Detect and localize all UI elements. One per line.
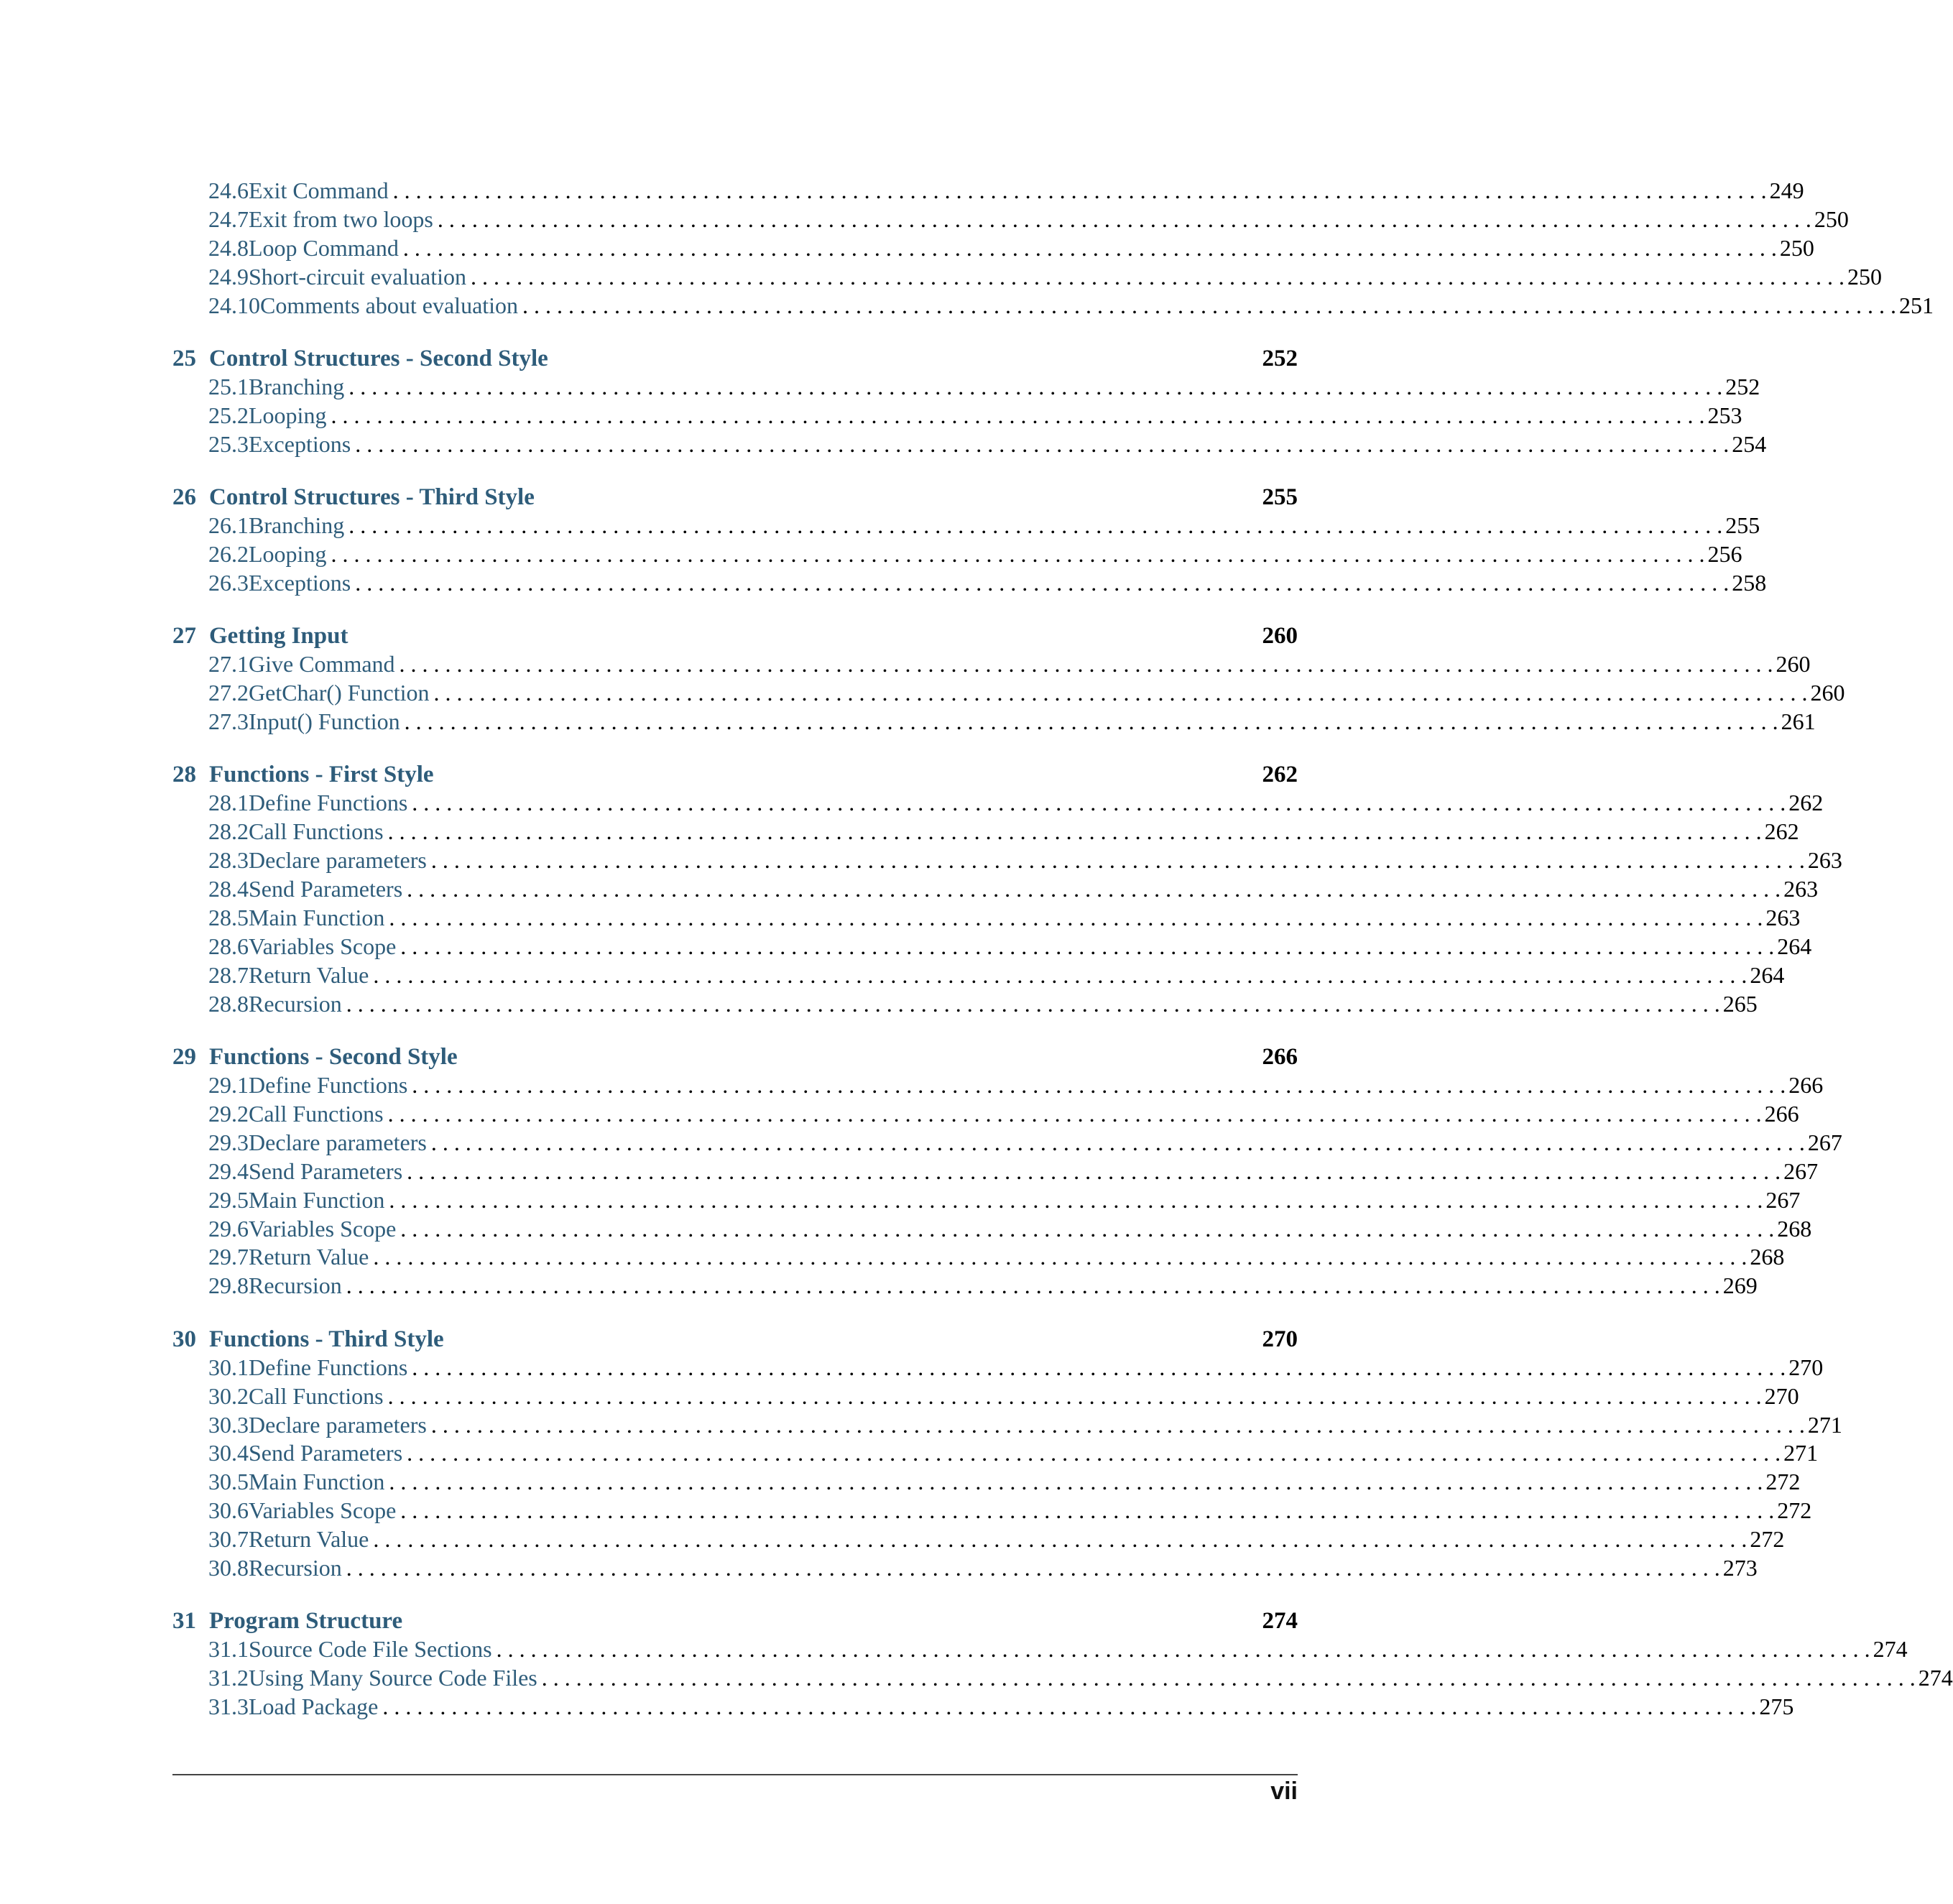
section-title-link[interactable]: Main Function: [249, 1186, 389, 1215]
dot-leader: . . . . . . . . . . . . . . . . . . . . . . . . . . . . . . . . . . . . . . . . . . . . . . . . . . . . . . . . . . . . . . . . . . . . . . . . . . . . . . . . . . . . . . . . . . . . . . . . . . . . . . . . . . . . . . . . . . . . . . . .: [389, 1186, 1763, 1213]
dot-leader: . . . . . . . . . . . . . . . . . . . . . . . . . . . . . . . . . . . . . . . . . . . . . . . . . . . . . . . . . . . . . . . . . . . . . . . . . . . . . . . . . . . . . . . . . . . . . . . . . . . . . . . . . . . . . . . . . . . . . . . .: [355, 430, 1730, 457]
page-reference: 262: [1762, 818, 1799, 846]
section-title-link[interactable]: Using Many Source Code Files: [249, 1664, 542, 1693]
toc-section-entry[interactable]: [172, 292, 1934, 320]
section-number[interactable]: 29.5: [208, 1186, 249, 1213]
toc-section-entry[interactable]: [172, 263, 1883, 292]
section-number[interactable]: 30.4: [208, 1440, 249, 1466]
section-number[interactable]: 31.1: [208, 1636, 249, 1663]
page-reference: 264: [1774, 933, 1811, 961]
dot-leader: . . . . . . . . . . . . . . . . . . . . . . . . . . . . . . . . . . . . . . . . . . . . . . . . . . . . . . . . . . . . . . . . . . . . . . . . . . . . . . . . . . . . . . . . . . . . . . . . . . . . . . . . . . . . . . . . . . . . . . . .: [402, 234, 1777, 261]
toc-chapter-entry[interactable]: [172, 483, 1298, 512]
page-reference: 263: [1805, 846, 1842, 875]
section-title-link[interactable]: Return Value: [249, 961, 373, 990]
chapter-title-link[interactable]: Control Structures - Second Style: [209, 344, 553, 373]
chapter-number[interactable]: 27: [172, 623, 196, 650]
dot-leader: . . . . . . . . . . . . . . . . . . . . . . . . . . . . . . . . . . . . . . . . . . . . . . . . . . . . . . . . . . . . . . . . . . . . . . . . . . . . . . . . . . . . . . . . . . . . . . . . . . . . . . . . . . . . . . . . . . . . . . . .: [346, 1272, 1720, 1299]
section-title-link[interactable]: Main Function: [249, 904, 389, 933]
dot-leader: . . . . . . . . . . . . . . . . . . . . . . . . . . . . . . . . . . . . . . . . . . . . . . . . . . . . . . . . . . . . . . . . . . . . . . . . . . . . . . . . . . . . . . . . . . . . . . . . . . . . . . . . . . . . . . . . . . . . . . . .: [348, 512, 1723, 539]
section-number[interactable]: 29.3: [208, 1129, 249, 1155]
chapter-number[interactable]: 26: [172, 484, 196, 511]
toc-section-entry[interactable]: [172, 1071, 1824, 1100]
page-reference: 266: [1762, 1100, 1799, 1129]
page-reference: 252: [1722, 373, 1760, 402]
dot-leader: . . . . . . . . . . . . . . . . . . . . . . . . . . . . . . . . . . . . . . . . . . . . . . . . . . . . . . . . . . . . . . . . . . . . . . . . . . . . . . . . . . . . . . . . . . . . . . . . . . . . . . . . . . . . . . . . . . . . . . . .: [387, 818, 1762, 845]
section-number[interactable]: 29.7: [208, 1244, 249, 1270]
dot-leader: . . . . . . . . . . . . . . . . . . . . . . . . . . . . . . . . . . . . . . . . . . . . . . . . . . . . . . . . . . . . . . . . . . . . . . . . . . . . . . . . . . . . . . . . . . . . . . . . . . . . . . . . . . . . . . . . . . . . . . . .: [400, 1497, 1775, 1524]
section-title-link[interactable]: Comments about evaluation: [260, 292, 522, 320]
toc-section-entry[interactable]: [172, 373, 1760, 402]
dot-leader: . . . . . . . . . . . . . . . . . . . . . . . . . . . . . . . . . . . . . . . . . . . . . . . . . . . . . . . . . . . . . . . . . . . . . . . . . . . . . . . . . . . . . . . . . . . . . . . . . . . . . . . . . . . . . . . . . . . . . . . .: [389, 1469, 1763, 1495]
dot-leader: . . . . . . . . . . . . . . . . . . . . . . . . . . . . . . . . . . . . . . . . . . . . . . . . . . . . . . . . . . . . . . . . . . . . . . . . . . . . . . . . . . . . . . . . . . . . . . . . . . . . . . . . . . . . . . . . . . . . . . . .: [496, 1636, 1870, 1663]
toc-section-entry[interactable]: [172, 1554, 1758, 1583]
dot-leader: . . . . . . . . . . . . . . . . . . . . . . . . . . . . . . . . . . . . . . . . . . . . . . . . . . . . . . . . . . . . . . . . . . . . . . . . . . . . . . . . . . . . . . . . . . . . . . . . . . . . . . . . . . . . . . . . . . . . . . . .: [373, 1244, 1747, 1270]
toc-section-entry[interactable]: [172, 990, 1758, 1019]
dot-leader: . . . . . . . . . . . . . . . . . . . . . . . . . . . . . . . . . . . . . . . . . . . . . . . . . . . . . . . . . . . . . . . . . . . . . . . . . . . . . . . . . . . . . . . . . . . . . . . . . . . . . . . . . . . . . . . . . . . . . . . .: [400, 1215, 1775, 1242]
toc-section-entry[interactable]: [172, 177, 1804, 205]
page-reference: 273: [1720, 1554, 1758, 1583]
section-number[interactable]: 28.3: [208, 847, 249, 874]
toc-section-entry[interactable]: [172, 1382, 1799, 1411]
toc-section-entry[interactable]: [172, 1693, 1794, 1722]
page-reference: 272: [1774, 1497, 1811, 1525]
page-reference: 262: [1255, 760, 1298, 789]
section-title-link[interactable]: Recursion: [249, 1554, 346, 1583]
chapter-title-link[interactable]: Functions - Second Style: [209, 1043, 462, 1071]
section-title-link[interactable]: Loop Command: [249, 234, 403, 263]
section-number[interactable]: 30.3: [208, 1411, 249, 1438]
page-reference: 270: [1762, 1382, 1799, 1411]
toc-section-entry[interactable]: [172, 904, 1801, 933]
toc-section-entry[interactable]: [172, 1100, 1799, 1129]
section-number[interactable]: 28.6: [208, 933, 249, 959]
page-reference: 266: [1255, 1043, 1298, 1071]
section-number[interactable]: 24.6: [208, 177, 249, 203]
section-title-link[interactable]: Variables Scope: [249, 1497, 400, 1525]
section-number[interactable]: 29.1: [208, 1072, 249, 1099]
chapter-title-link[interactable]: Getting Input: [209, 621, 352, 650]
toc-section-entry[interactable]: [172, 1664, 1953, 1693]
toc-section-entry[interactable]: [172, 1129, 1842, 1157]
section-number[interactable]: 27.3: [208, 708, 249, 735]
page-reference: 274: [1255, 1607, 1298, 1635]
section-title-link[interactable]: Load Package: [249, 1693, 382, 1722]
section-number[interactable]: 24.9: [208, 263, 249, 290]
section-title-link[interactable]: Input() Function: [249, 708, 405, 736]
section-number[interactable]: 31.2: [208, 1665, 249, 1691]
section-number[interactable]: 26.1: [208, 512, 249, 539]
toc-section-entry[interactable]: [172, 846, 1842, 875]
section-title-link[interactable]: Call Functions: [249, 1382, 388, 1411]
toc-section-entry[interactable]: [172, 875, 1819, 904]
toc-section-entry[interactable]: [172, 402, 1742, 430]
dot-leader: . . . . . . . . . . . . . . . . . . . . . . . . . . . . . . . . . . . . . . . . . . . . . . . . . . . . . . . . . . . . . . . . . . . . . . . . . . . . . . . . . . . . . . . . . . . . . . . . . . . . . . . . . . . . . . . . . . . . . . . .: [346, 1554, 1720, 1581]
dot-leader: . . . . . . . . . . . . . . . . . . . . . . . . . . . . . . . . . . . . . . . . . . . . . . . . . . . . . . . . . . . . . . . . . . . . . . . . . . . . . . . . . . . . . . . . . . . . . . . . . . . . . . . . . . . . . . . . . . . . . . . .: [331, 541, 1705, 568]
dot-leader: . . . . . . . . . . . . . . . . . . . . . . . . . . . . . . . . . . . . . . . . . . . . . . . . . . . . . . . . . . . . . . . . . . . . . . . . . . . . . . . . . . . . . . . . . . . . . . . . . . . . . . . . . . . . . . . . . . . . . . . .: [404, 708, 1778, 735]
toc-section-entry[interactable]: [172, 789, 1824, 818]
toc-section-entry[interactable]: [172, 1525, 1785, 1554]
section-title-link[interactable]: Branching: [249, 512, 348, 540]
dot-leader: . . . . . . . . . . . . . . . . . . . . . . . . . . . . . . . . . . . . . . . . . . . . . . . . . . . . . . . . . . . . . . . . . . . . . . . . . . . . . . . . . . . . . . . . . . . . . . . . . . . . . . . . . . . . . . . . . . . . . . . .: [373, 1526, 1747, 1553]
section-number[interactable]: 28.4: [208, 876, 249, 902]
chapter-number[interactable]: 31: [172, 1608, 196, 1635]
section-title-link[interactable]: Call Functions: [249, 818, 388, 846]
section-number[interactable]: 28.5: [208, 905, 249, 931]
toc-chapter-entry[interactable]: [172, 1607, 1298, 1635]
dot-leader: . . . . . . . . . . . . . . . . . . . . . . . . . . . . . . . . . . . . . . . . . . . . . . . . . . . . . . . . . . . . . . . . . . . . . . . . . . . . . . . . . . . . . . . . . . . . . . . . . . . . . . . . . . . . . . . . . . . . . . . .: [433, 680, 1808, 706]
page-reference: 268: [1747, 1243, 1784, 1272]
toc-section-entry[interactable]: [172, 512, 1760, 540]
section-number[interactable]: 28.2: [208, 818, 249, 845]
page-reference: 267: [1805, 1129, 1842, 1157]
page-reference: 250: [1777, 234, 1814, 263]
section-title-link[interactable]: Declare parameters: [249, 1129, 431, 1157]
section-number[interactable]: 24.10: [208, 292, 260, 318]
section-number[interactable]: 28.8: [208, 990, 249, 1017]
dot-leader: . . . . . . . . . . . . . . . . . . . . . . . . . . . . . . . . . . . . . . . . . . . . . . . . . . . . . . . . . . . . . . . . . . . . . . . . . . . . . . . . . . . . . . . . . . . . . . . . . . . . . . . . . . . . . . . . . . . . . . . .: [471, 263, 1845, 290]
toc-section-entry[interactable]: [172, 818, 1799, 846]
toc-chapter-entry[interactable]: [172, 1043, 1298, 1071]
dot-leader: . . . . . . . . . . . . . . . . . . . . . . . . . . . . . . . . . . . . . . . . . . . . . . . . . . . . . . . . . . . . . . . . . . . . . . . . . . . . . . . . . . . . . . . . . . . . . . . . . . . . . . . . . . . . . . . . . . . . . . . .: [412, 790, 1786, 816]
dot-leader: . . . . . . . . . . . . . . . . . . . . . . . . . . . . . . . . . . . . . . . . . . . . . . . . . . . . . . . . . . . . . . . . . . . . . . . . . . . . . . . . . . . . . . . . . . . . . . . . . . . . . . . . . . . . . . . . . . . . . . . .: [407, 1157, 1781, 1184]
page-reference: 269: [1720, 1272, 1758, 1300]
section-title-link[interactable]: Branching: [249, 373, 348, 402]
section-title-link[interactable]: Exit Command: [249, 177, 393, 205]
section-title-link[interactable]: Variables Scope: [249, 1215, 400, 1244]
page-reference: 261: [1778, 708, 1816, 736]
section-title-link[interactable]: Recursion: [249, 990, 346, 1019]
section-number[interactable]: 28.1: [208, 790, 249, 816]
toc-section-entry[interactable]: [172, 1439, 1819, 1468]
section-number[interactable]: 26.3: [208, 569, 249, 596]
dot-leader: . . . . . . . . . . . . . . . . . . . . . . . . . . . . . . . . . . . . . . . . . . . . . . . . . . . . . . . . . . . . . . . . . . . . . . . . . . . . . . . . . . . . . . . . . . . . . . . . . . . . . . . . . . . . . . . . . . . . . . . .: [407, 1440, 1781, 1466]
toc-section-entry[interactable]: [172, 540, 1742, 569]
toc-section-entry[interactable]: [172, 933, 1812, 961]
toc-section-entry[interactable]: [172, 679, 1845, 708]
dot-leader: . . . . . . . . . . . . . . . . . . . . . . . . . . . . . . . . . . . . . . . . . . . . . . . . . . . . . . . . . . . . . . . . . . . . . . . . . . . . . . . . . . . . . . . . . . . . . . . . . . . . . . . . . . . . . . . . . . . . . . . .: [373, 961, 1747, 988]
section-title-link[interactable]: Send Parameters: [249, 1439, 407, 1468]
section-number[interactable]: 30.7: [208, 1526, 249, 1553]
section-title-link[interactable]: Give Command: [249, 650, 400, 679]
table-of-contents: [172, 177, 1953, 1722]
toc-section-entry[interactable]: [172, 1468, 1801, 1497]
section-title-link[interactable]: Send Parameters: [249, 875, 407, 904]
toc-section-entry[interactable]: [172, 569, 1767, 598]
dot-leader: . . . . . . . . . . . . . . . . . . . . . . . . . . . . . . . . . . . . . . . . . . . . . . . . . . . . . . . . . . . . . . . . . . . . . . . . . . . . . . . . . . . . . . . . . . . . . . . . . . . . . . . . . . . . . . . . . . . . . . . .: [348, 373, 1723, 399]
section-number[interactable]: 29.4: [208, 1157, 249, 1184]
dot-leader: . . . . . . . . . . . . . . . . . . . . . . . . . . . . . . . . . . . . . . . . . . . . . . . . . . . . . . . . . . . . . . . . . . . . . . . . . . . . . . . . . . . . . . . . . . . . . . . . . . . . . . . . . . . . . . . . . . . . . . . .: [392, 177, 1767, 203]
dot-leader: . . . . . . . . . . . . . . . . . . . . . . . . . . . . . . . . . . . . . . . . . . . . . . . . . . . . . . . . . . . . . . . . . . . . . . . . . . . . . . . . . . . . . . . . . . . . . . . . . . . . . . . . . . . . . . . . . . . . . . . .: [331, 402, 1705, 428]
section-title-link[interactable]: Main Function: [249, 1468, 389, 1497]
section-title-link[interactable]: Looping: [249, 540, 331, 569]
chapter-title-link[interactable]: Functions - First Style: [209, 760, 438, 789]
dot-leader: . . . . . . . . . . . . . . . . . . . . . . . . . . . . . . . . . . . . . . . . . . . . . . . . . . . . . . . . . . . . . . . . . . . . . . . . . . . . . . . . . . . . . . . . . . . . . . . . . . . . . . . . . . . . . . . . . . . . . . . .: [346, 990, 1720, 1017]
section-title-link[interactable]: Define Functions: [249, 789, 412, 818]
page-reference: 266: [1786, 1071, 1823, 1100]
chapter-number[interactable]: 25: [172, 345, 196, 371]
page-reference: 263: [1763, 904, 1800, 933]
toc-section-entry[interactable]: [172, 1215, 1812, 1244]
section-number[interactable]: 26.2: [208, 541, 249, 568]
toc-section-entry[interactable]: [172, 1243, 1785, 1272]
page-reference: 253: [1704, 402, 1742, 430]
toc-section-entry[interactable]: [172, 205, 1849, 234]
dot-leader: . . . . . . . . . . . . . . . . . . . . . . . . . . . . . . . . . . . . . . . . . . . . . . . . . . . . . . . . . . . . . . . . . . . . . . . . . . . . . . . . . . . . . . . . . . . . . . . . . . . . . . . . . . . . . . . . . . . . . . . .: [412, 1072, 1786, 1099]
toc-chapter-entry[interactable]: [172, 760, 1298, 789]
toc-section-entry[interactable]: [172, 708, 1816, 736]
section-number[interactable]: 29.6: [208, 1215, 249, 1242]
page-reference: 250: [1844, 263, 1882, 292]
page-reference: 272: [1763, 1468, 1800, 1497]
chapter-number[interactable]: 30: [172, 1326, 196, 1352]
toc-chapter-entry[interactable]: [172, 1325, 1298, 1354]
section-title-link[interactable]: Exit from two loops: [249, 205, 438, 234]
page-reference: 256: [1704, 540, 1742, 569]
section-number[interactable]: 31.3: [208, 1693, 249, 1720]
section-title-link[interactable]: Define Functions: [249, 1354, 412, 1382]
toc-section-entry[interactable]: [172, 1272, 1758, 1300]
page-reference: 275: [1756, 1693, 1793, 1722]
toc-chapter-entry[interactable]: [172, 344, 1298, 373]
section-number[interactable]: 25.2: [208, 402, 249, 428]
chapter-title-link[interactable]: Functions - Third Style: [209, 1325, 448, 1354]
section-title-link[interactable]: Short-circuit evaluation: [249, 263, 471, 292]
dot-leader: . . . . . . . . . . . . . . . . . . . . . . . . . . . . . . . . . . . . . . . . . . . . . . . . . . . . . . . . . . . . . . . . . . . . . . . . . . . . . . . . . . . . . . . . . . . . . . . . . . . . . . . . . . . . . . . . . . . . . . . .: [522, 292, 1897, 318]
dot-leader: . . . . . . . . . . . . . . . . . . . . . . . . . . . . . . . . . . . . . . . . . . . . . . . . . . . . . . . . . . . . . . . . . . . . . . . . . . . . . . . . . . . . . . . . . . . . . . . . . . . . . . . . . . . . . . . . . . . . . . . .: [430, 847, 1805, 874]
page-number: vii: [1270, 1778, 1298, 1805]
dot-leader: . . . . . . . . . . . . . . . . . . . . . . . . . . . . . . . . . . . . . . . . . . . . . . . . . . . . . . . . . . . . . . . . . . . . . . . . . . . . . . . . . . . . . . . . . . . . . . . . . . . . . . . . . . . . . . . . . . . . . . . .: [400, 933, 1775, 959]
toc-section-entry[interactable]: [172, 1157, 1819, 1186]
section-number[interactable]: 30.6: [208, 1497, 249, 1524]
dot-leader: . . . . . . . . . . . . . . . . . . . . . . . . . . . . . . . . . . . . . . . . . . . . . . . . . . . . . . . . . . . . . . . . . . . . . . . . . . . . . . . . . . . . . . . . . . . . . . . . . . . . . . . . . . . . . . . . . . . . . . . .: [387, 1382, 1762, 1409]
section-title-link[interactable]: Exceptions: [249, 430, 355, 459]
dot-leader: . . . . . . . . . . . . . . . . . . . . . . . . . . . . . . . . . . . . . . . . . . . . . . . . . . . . . . . . . . . . . . . . . . . . . . . . . . . . . . . . . . . . . . . . . . . . . . . . . . . . . . . . . . . . . . . . . . . . . . . .: [407, 876, 1781, 902]
section-title-link[interactable]: Send Parameters: [249, 1157, 407, 1186]
section-number[interactable]: 25.3: [208, 430, 249, 457]
section-title-link[interactable]: Looping: [249, 402, 331, 430]
page-reference: 274: [1870, 1635, 1908, 1664]
chapter-title-link[interactable]: Control Structures - Third Style: [209, 483, 539, 512]
page-reference: 255: [1722, 512, 1760, 540]
dot-leader: . . . . . . . . . . . . . . . . . . . . . . . . . . . . . . . . . . . . . . . . . . . . . . . . . . . . . . . . . . . . . . . . . . . . . . . . . . . . . . . . . . . . . . . . . . . . . . . . . . . . . . . . . . . . . . . . . . . . . . . .: [430, 1129, 1805, 1155]
page-reference: 254: [1729, 430, 1766, 459]
page-reference: 272: [1747, 1525, 1784, 1554]
page-reference: 260: [1808, 679, 1845, 708]
section-number[interactable]: 27.2: [208, 680, 249, 706]
page-reference: 264: [1747, 961, 1784, 990]
toc-section-entry[interactable]: [172, 1186, 1801, 1215]
toc-section-entry[interactable]: [172, 1635, 1908, 1664]
toc-section-entry[interactable]: [172, 1497, 1812, 1525]
section-number[interactable]: 30.1: [208, 1354, 249, 1380]
toc-section-entry[interactable]: [172, 234, 1814, 263]
page-reference: 267: [1781, 1157, 1818, 1186]
section-number[interactable]: 28.7: [208, 961, 249, 988]
section-title-link[interactable]: GetChar() Function: [249, 679, 434, 708]
toc-section-entry[interactable]: [172, 961, 1785, 990]
section-number[interactable]: 24.7: [208, 205, 249, 232]
section-number[interactable]: 30.2: [208, 1382, 249, 1409]
section-number[interactable]: 24.8: [208, 234, 249, 261]
page-reference: 274: [1916, 1664, 1953, 1693]
section-title-link[interactable]: Return Value: [249, 1243, 373, 1272]
toc-chapter-entry[interactable]: [172, 621, 1298, 650]
dot-leader: . . . . . . . . . . . . . . . . . . . . . . . . . . . . . . . . . . . . . . . . . . . . . . . . . . . . . . . . . . . . . . . . . . . . . . . . . . . . . . . . . . . . . . . . . . . . . . . . . . . . . . . . . . . . . . . . . . . . . . . .: [541, 1665, 1916, 1691]
dot-leader: . . . . . . . . . . . . . . . . . . . . . . . . . . . . . . . . . . . . . . . . . . . . . . . . . . . . . . . . . . . . . . . . . . . . . . . . . . . . . . . . . . . . . . . . . . . . . . . . . . . . . . . . . . . . . . . . . . . . . . . .: [355, 569, 1730, 596]
section-title-link[interactable]: Declare parameters: [249, 1411, 431, 1440]
dot-leader: . . . . . . . . . . . . . . . . . . . . . . . . . . . . . . . . . . . . . . . . . . . . . . . . . . . . . . . . . . . . . . . . . . . . . . . . . . . . . . . . . . . . . . . . . . . . . . . . . . . . . . . . . . . . . . . . . . . . . . . .: [387, 1100, 1762, 1127]
dot-leader: . . . . . . . . . . . . . . . . . . . . . . . . . . . . . . . . . . . . . . . . . . . . . . . . . . . . . . . . . . . . . . . . . . . . . . . . . . . . . . . . . . . . . . . . . . . . . . . . . . . . . . . . . . . . . . . . . . . . . . . .: [412, 1354, 1786, 1380]
page-reference: 258: [1729, 569, 1766, 598]
section-number[interactable]: 30.8: [208, 1554, 249, 1581]
toc-section-entry[interactable]: [172, 1411, 1842, 1440]
section-number[interactable]: 30.5: [208, 1469, 249, 1495]
page-reference: 260: [1255, 621, 1298, 650]
page-reference: 260: [1773, 650, 1811, 679]
page-reference: 267: [1763, 1186, 1800, 1215]
section-number[interactable]: 29.2: [208, 1100, 249, 1127]
page-reference: 255: [1255, 483, 1298, 512]
toc-section-entry[interactable]: [172, 1354, 1824, 1382]
section-title-link[interactable]: Declare parameters: [249, 846, 431, 875]
page-reference: 262: [1786, 789, 1823, 818]
page-reference: 251: [1896, 292, 1934, 320]
footer-rule: [172, 1774, 1298, 1775]
section-title-link[interactable]: Exceptions: [249, 569, 355, 598]
page-reference: 271: [1805, 1411, 1842, 1440]
page-reference: 271: [1781, 1439, 1818, 1468]
section-title-link[interactable]: Recursion: [249, 1272, 346, 1300]
dot-leader: . . . . . . . . . . . . . . . . . . . . . . . . . . . . . . . . . . . . . . . . . . . . . . . . . . . . . . . . . . . . . . . . . . . . . . . . . . . . . . . . . . . . . . . . . . . . . . . . . . . . . . . . . . . . . . . . . . . . . . . .: [382, 1693, 1757, 1720]
toc-section-entry[interactable]: [172, 430, 1767, 459]
section-title-link[interactable]: Call Functions: [249, 1100, 388, 1129]
page-reference: 252: [1255, 344, 1298, 373]
dot-leader: . . . . . . . . . . . . . . . . . . . . . . . . . . . . . . . . . . . . . . . . . . . . . . . . . . . . . . . . . . . . . . . . . . . . . . . . . . . . . . . . . . . . . . . . . . . . . . . . . . . . . . . . . . . . . . . . . . . . . . . .: [399, 651, 1773, 678]
dot-leader: . . . . . . . . . . . . . . . . . . . . . . . . . . . . . . . . . . . . . . . . . . . . . . . . . . . . . . . . . . . . . . . . . . . . . . . . . . . . . . . . . . . . . . . . . . . . . . . . . . . . . . . . . . . . . . . . . . . . . . . .: [389, 905, 1763, 931]
section-title-link[interactable]: Source Code File Sections: [249, 1635, 497, 1664]
page-reference: 250: [1811, 205, 1849, 234]
section-title-link[interactable]: Return Value: [249, 1525, 373, 1554]
page-reference: 263: [1781, 875, 1818, 904]
section-number[interactable]: 27.1: [208, 651, 249, 678]
section-number[interactable]: 29.8: [208, 1272, 249, 1299]
section-title-link[interactable]: Define Functions: [249, 1071, 412, 1100]
chapter-title-link[interactable]: Program Structure: [209, 1607, 407, 1635]
dot-leader: . . . . . . . . . . . . . . . . . . . . . . . . . . . . . . . . . . . . . . . . . . . . . . . . . . . . . . . . . . . . . . . . . . . . . . . . . . . . . . . . . . . . . . . . . . . . . . . . . . . . . . . . . . . . . . . . . . . . . . . .: [430, 1411, 1805, 1438]
page-reference: 265: [1720, 990, 1758, 1019]
page-reference: 249: [1767, 177, 1804, 205]
chapter-number[interactable]: 29: [172, 1044, 196, 1071]
section-title-link[interactable]: Variables Scope: [249, 933, 400, 961]
page-reference: 268: [1774, 1215, 1811, 1244]
page-reference: 270: [1255, 1325, 1298, 1354]
toc-section-entry[interactable]: [172, 650, 1811, 679]
chapter-number[interactable]: 28: [172, 762, 196, 788]
section-number[interactable]: 25.1: [208, 373, 249, 399]
dot-leader: . . . . . . . . . . . . . . . . . . . . . . . . . . . . . . . . . . . . . . . . . . . . . . . . . . . . . . . . . . . . . . . . . . . . . . . . . . . . . . . . . . . . . . . . . . . . . . . . . . . . . . . . . . . . . . . . . . . . . . . .: [437, 205, 1811, 232]
page-reference: 270: [1786, 1354, 1823, 1382]
